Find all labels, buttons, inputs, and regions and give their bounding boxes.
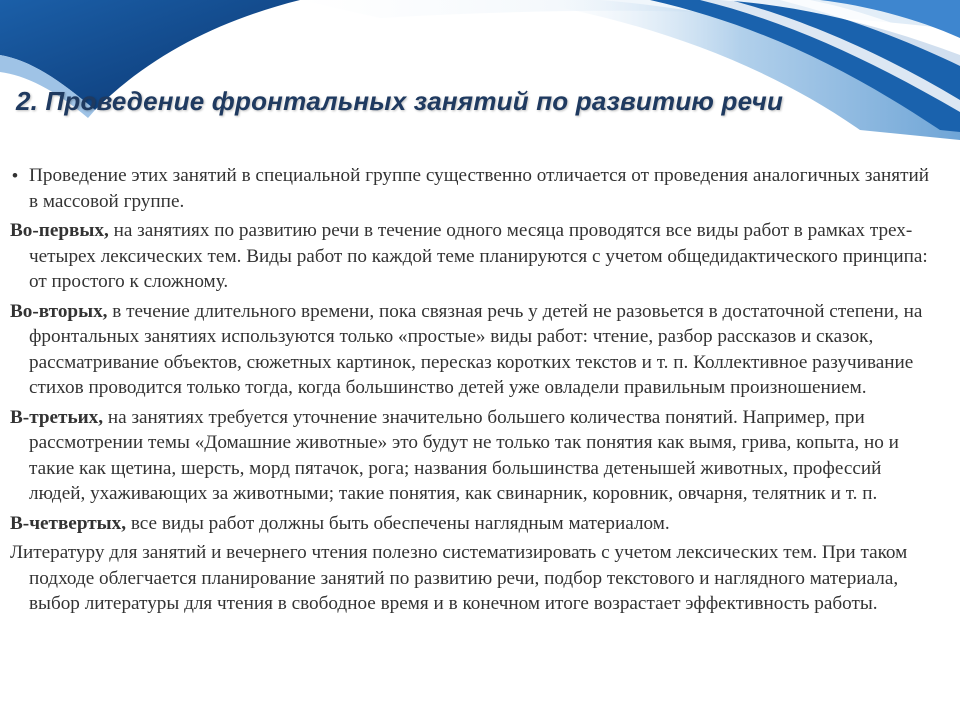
intro-paragraph bbox=[10, 163, 940, 214]
decorative-swoosh-banner bbox=[0, 0, 960, 140]
slide-body bbox=[10, 163, 940, 621]
point-lead: В-четвертых, bbox=[10, 512, 127, 534]
point-lead: Во-вторых, bbox=[10, 300, 108, 322]
point-lead: Во-первых, bbox=[10, 220, 109, 241]
point-text: все виды работ должны быть обеспечены наглядным материалом. bbox=[126, 512, 670, 534]
bullet-dot-icon: • bbox=[12, 166, 18, 185]
point-text: на занятиях по развитию речи в течение одного месяца проводятся все виды работ в рамках трех-четырех лексических тем. Виды работ по каждой теме планируются с учетом общедидактического принципа: от простого к сложному. bbox=[29, 220, 928, 292]
point-third bbox=[10, 405, 940, 507]
point-second bbox=[10, 299, 940, 401]
page-title: 2. Проведение фронтальных занятий по развитию речи bbox=[16, 86, 784, 116]
point-text: в течение длительного времени, пока связная речь у детей не разовьется в достаточной степени, на фронтальных занятиях используются только «простые» виды работ: чтение, разбор рассказов и сказок, рассматривание объектов, сюжетных картинок, пересказ коротких текстов и т. п. Коллективное разучивание стихов проводится только тогда, когда большинство детей уже овладели правильным произношением. bbox=[29, 300, 923, 398]
point-lead: В-третьих, bbox=[10, 406, 104, 428]
intro-text: Проведение этих занятий в специальной группе существенно отличается от проведения аналогичных занятий в массовой группе. bbox=[29, 165, 930, 212]
point-first bbox=[10, 218, 940, 295]
point-fourth bbox=[10, 511, 940, 537]
closing-paragraph: Литературу для занятий и вечернего чтения полезно систематизировать с учетом лексических тем. При таком подходе облегчается планирование занятий по развитию речи, подбор текстового и наглядного материала, выбор литературы для чтения в свободное время и в конечном итоге возрастает эффективность работы. bbox=[10, 542, 908, 614]
point-text: на занятиях требуется уточнение значительно большего количества понятий. Например, при рассмотрении темы «Домашние животные» это будут не только так понятия как вымя, грива, копыта, но и такие как щетина, шерсть, морд пятачок, рога; названия большинства детенышей животных, профессий людей, ухаживающих за животными; такие понятия, как свинарник, коровник, овчарня, телятник и т. п. bbox=[29, 406, 899, 504]
